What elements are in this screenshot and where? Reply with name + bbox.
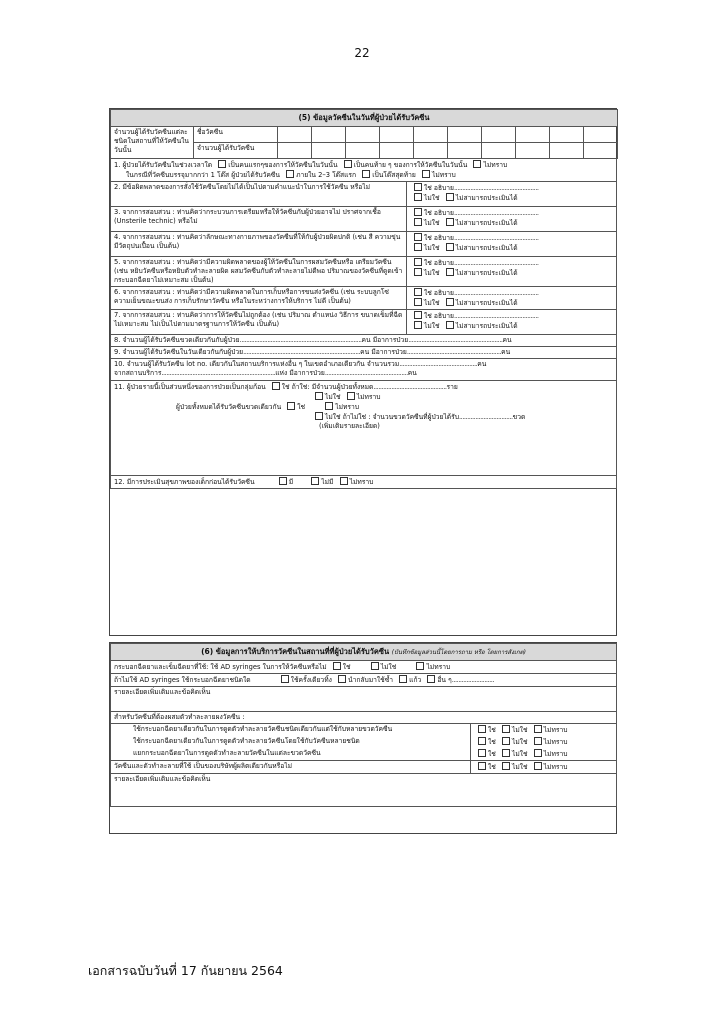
question-4: 4. จากการสอบสวน : ท่านคิดว่าลักษณะทางกายภาพของวัคซีนที่ให้กับผู้ป่วยผิดปกติ (เช่น สี ความขุ่น มีวัตถุปนเปื้อน เป็นต้น)	[111, 232, 407, 257]
recipients-cell[interactable]	[584, 143, 618, 159]
checkbox[interactable]	[287, 402, 295, 410]
vaccine-count-label: จำนวนผู้ได้รับวัคซีนแต่ละชนิดในสถานที่ให้วัคซีนในวันนั้น	[111, 127, 194, 159]
checkbox[interactable]	[534, 762, 542, 770]
answer-6: ใช่ อธิบาย.................................................... ไม่ใช่ ไม่สามารถประเมินได้	[407, 287, 617, 310]
vaccine-name-cell[interactable]	[516, 127, 550, 143]
answer-7: ใช่ อธิบาย.................................................... ไม่ใช่ ไม่สามารถประเมินได้	[407, 310, 617, 335]
recipients-cell[interactable]	[312, 143, 346, 159]
checkbox[interactable]	[325, 402, 333, 410]
checkbox[interactable]	[502, 762, 510, 770]
page-number: 22	[354, 46, 370, 60]
question-2: 2. มีข้อผิดพลาดของการสั่งใช้วัคซีนโดยไม่ได้เป็นไปตามคำแนะนำในการใช้วัคซีน หรือไม่	[111, 182, 407, 207]
recipients-cell[interactable]	[448, 143, 482, 159]
section-6-title: (6) ข้อมูลการให้บริการวัคซีนในสถานที่ที่ผู้ป่วยได้รับวัคซีน (บันทึกข้อมูลส่วนนี้โดยการถาม หรือ โดยการสังเกต)	[111, 644, 617, 661]
checkbox[interactable]	[446, 321, 454, 329]
checkbox[interactable]	[414, 258, 422, 266]
checkbox[interactable]	[446, 218, 454, 226]
vaccine-name-cell[interactable]	[380, 127, 414, 143]
checkbox[interactable]	[399, 675, 407, 683]
vaccine-name-cell[interactable]	[414, 127, 448, 143]
checkbox[interactable]	[478, 737, 486, 745]
checkbox[interactable]	[414, 268, 422, 276]
checkbox[interactable]	[414, 288, 422, 296]
recipients-cell[interactable]	[516, 143, 550, 159]
checkbox[interactable]	[446, 193, 454, 201]
vaccine-name-cell[interactable]	[312, 127, 346, 143]
vaccine-name-cell[interactable]	[448, 127, 482, 143]
checkbox[interactable]	[347, 392, 355, 400]
checkbox[interactable]	[315, 412, 323, 420]
question-3: 3. จากการสอบสวน : ท่านคิดว่ากระบวนการเตรียมหรือให้วัคซีนกับผู้ป่วยอาจไม่ ปราศจากเชื้อ (Unsterile technic) หรือไม่	[111, 207, 407, 232]
checkbox[interactable]	[478, 762, 486, 770]
checkbox[interactable]	[446, 268, 454, 276]
checkbox[interactable]	[362, 170, 370, 178]
question-7: 7. จากการสอบสวน : ท่านคิดว่าการให้วัคซีนไม่ถูกต้อง (เช่น ปริมาณ ตำแหน่ง วิธีการ ขนาดเข็มที่ฉีดไม่เหมาะสม ไม่เป็นไปตามมาตรฐานการให้วัคซีน เป็นต้น)	[111, 310, 407, 335]
recipients-cell[interactable]	[346, 143, 380, 159]
details-field-2[interactable]: รายละเอียดเพิ่มเติมและข้อคิดเห็น	[111, 774, 617, 807]
section-5-form	[109, 108, 617, 636]
checkbox[interactable]	[286, 170, 294, 178]
mix-header: สำหรับวัคซีนที่ต้องผสมตัวทำละลายผงวัคซีน :	[111, 712, 617, 724]
section-5-title: (5) ข้อมูลวัคซีนในวันที่ผู้ป่วยได้รับวัคซีน	[111, 110, 618, 127]
recipients-cell[interactable]	[482, 143, 516, 159]
vaccine-name-cell[interactable]	[278, 127, 312, 143]
checkbox[interactable]	[534, 725, 542, 733]
mix-answer-1: ใช่ ไม่ใช่ ไม่ทราบ	[471, 724, 617, 737]
mix-option-2: ใช้กระบอกฉีดยาเดียวกันในการดูดตัวทำละลายวัคซีนโดยใช้กับวัคซีนหลายชนิด	[111, 736, 471, 748]
recipients-cell[interactable]	[550, 143, 584, 159]
question-1: 1. ผู้ป่วยได้รับวัคซีนในช่วงเวลาใด เป็นคนแรกๆของการให้วัคซีนในวันนั้น เป็นคนท้าย ๆ ของการให้วัคซีนในวันนั้น ไม่ทราบ ในกรณีที่วัคซีนบรรจุมากกว่า 1 โด๊ส ผู้ป่วยได้รับวัคซีน ภายใน 2–3 โด๊สแรก เป็นโด๊สสุดท้าย ไม่ทราบ	[111, 159, 617, 182]
document-date-footer: เอกสารฉบับวันที่ 17 กันยายน 2564	[88, 963, 283, 978]
same-manufacturer-answer: ใช่ ไม่ใช่ ไม่ทราบ	[471, 761, 617, 774]
vaccine-name-label: ชื่อวัคซีน	[194, 127, 278, 143]
checkbox[interactable]	[478, 749, 486, 757]
checkbox[interactable]	[414, 208, 422, 216]
details-field[interactable]: รายละเอียดเพิ่มเติมและข้อคิดเห็น	[111, 687, 617, 712]
checkbox[interactable]	[414, 183, 422, 191]
question-9: 9. จำนวนผู้ได้รับวัคซีนในวันเดียวกันกับผู้ป่วย........................................................................คน มีอาการป่วย..........................................................คน	[111, 347, 617, 359]
checkbox[interactable]	[333, 662, 341, 670]
same-manufacturer-row: วัคซีนและตัวทำละลายที่ใช้ เป็นของบริษัทผู้ผลิตเดียวกันหรือไม่	[111, 761, 471, 774]
question-6: 6. จากการสอบสวน : ท่านคิดว่ามีความผิดพลาดในการเก็บหรือการขนส่งวัคซีน (เช่น ระบบลูกโซ่ความเย็นขณะขนส่ง การเก็บรักษาวัคซีน หรือในระหว่างการให้บริการ ไม่ดี เป็นต้น)	[111, 287, 407, 310]
syringe-type-row: ถ้าไม่ใช้ AD syringes ใช้กระบอกฉีดยาชนิดใด ใช้ครั้งเดียวทิ้ง นำกลับมาใช้ซ้ำ แก้ว อื่น ๆ..........................	[111, 674, 617, 687]
checkbox[interactable]	[414, 193, 422, 201]
checkbox[interactable]	[279, 477, 287, 485]
checkbox[interactable]	[315, 392, 323, 400]
vaccine-name-cell[interactable]	[346, 127, 380, 143]
answer-4: ใช่ อธิบาย.................................................... ไม่ใช่ ไม่สามารถประเมินได้	[407, 232, 617, 257]
checkbox[interactable]	[344, 160, 352, 168]
checkbox[interactable]	[422, 170, 430, 178]
checkbox[interactable]	[371, 662, 379, 670]
answer-5: ใช่ อธิบาย.................................................... ไม่ใช่ ไม่สามารถประเมินได้	[407, 257, 617, 287]
checkbox[interactable]	[414, 321, 422, 329]
mix-option-1: ใช้กระบอกฉีดยาเดียวกันในการดูดตัวทำละลายวัคซีนชนิดเดียวกันแต่ใช้กับหลายขวดวัคซีน	[111, 724, 471, 737]
checkbox[interactable]	[534, 737, 542, 745]
checkbox[interactable]	[427, 675, 435, 683]
checkbox[interactable]	[414, 298, 422, 306]
mix-answer-2: ใช่ ไม่ใช่ ไม่ทราบ	[471, 736, 617, 748]
recipients-label: จำนวนผู้ได้รับวัคซีน	[194, 143, 278, 159]
checkbox[interactable]	[414, 243, 422, 251]
question-12: 12. มีการประเมินสุขภาพของเด็กก่อนได้รับวัคซีน มี ไม่มี ไม่ทราบ	[111, 475, 617, 488]
section-6-form	[109, 642, 617, 834]
checkbox[interactable]	[473, 160, 481, 168]
recipients-cell[interactable]	[380, 143, 414, 159]
checkbox[interactable]	[446, 243, 454, 251]
checkbox[interactable]	[502, 749, 510, 757]
question-5: 5. จากการสอบสวน : ท่านคิดว่ามีความผิดพลาดของผู้ให้วัคซีนในการผสมวัคซีนหรือ เตรียมวัคซีน (เช่น หยิบวัคซีนหรือหยิบตัวทำละลายผิด ผสมวัคซีนกับตัวทำละลายไม่ดีพอ ปริมาณของวัคซีนที่ดูดเข้ากระบอกฉีดยาไม่เหมาะสม เป็นต้น)	[111, 257, 407, 287]
vaccine-name-cell[interactable]	[550, 127, 584, 143]
answer-2: ใช่ อธิบาย.................................................... ไม่ใช่ ไม่สามารถประเมินได้	[407, 182, 617, 207]
checkbox[interactable]	[414, 218, 422, 226]
answer-3: ใช่ อธิบาย.................................................... ไม่ใช่ ไม่สามารถประเมินได้	[407, 207, 617, 232]
mix-option-3: แยกกระบอกฉีดยาในการดูดตัวทำละลายวัคซีนในแต่ละขวดวัคซีน	[111, 748, 471, 761]
checkbox[interactable]	[478, 725, 486, 733]
checkbox[interactable]	[311, 477, 319, 485]
checkbox[interactable]	[414, 311, 422, 319]
checkbox[interactable]	[281, 675, 289, 683]
recipients-cell[interactable]	[278, 143, 312, 159]
checkbox[interactable]	[416, 662, 424, 670]
vaccine-name-cell[interactable]	[482, 127, 516, 143]
checkbox[interactable]	[338, 675, 346, 683]
question-10: 10. จำนวนผู้ได้รับวัคซีน lot no. เดียวกันในสถานบริการแห่งอื่น ๆ ในเขตอำเภอเดียวกัน จำนวนรวม................................................คน จากสถานบริการ......................................................................แห่ง มีอาการป่วย...................................................คน	[111, 359, 617, 380]
checkbox[interactable]	[446, 298, 454, 306]
checkbox[interactable]	[272, 382, 280, 390]
checkbox[interactable]	[502, 737, 510, 745]
checkbox[interactable]	[340, 477, 348, 485]
checkbox[interactable]	[218, 160, 226, 168]
checkbox[interactable]	[414, 233, 422, 241]
mix-answer-3: ใช่ ไม่ใช่ ไม่ทราบ	[471, 748, 617, 761]
vaccine-name-cell[interactable]	[584, 127, 618, 143]
question-8: 8. จำนวนผู้ได้รับวัคซีนขวดเดียวกันกับผู้ป่วย...........................................................................คน มีอาการป่วย..........................................................คน	[111, 335, 617, 347]
question-11: 11. ผู้ป่วยรายนี้เป็นส่วนหนึ่งของการป่วยเป็นกลุ่มก้อน ใช่ ถ้าใช่: มีจำนวนผู้ป่วยทั้งหมด.............................................ราย ไม่ใช่ ไม่ทราบ ผู้ป่วยทั้งหมดได้รับวัคซีนขวดเดียวกัน ใช่ ไม่ทราบ ไม่ใช่ ถ้าไม่ใช่ : จำนวนขวดวัคซีนที่ผู้ป่วยได้รับ.................................ขวด (เพิ่มเติมรายละเอียด)	[111, 380, 617, 475]
recipients-cell[interactable]	[414, 143, 448, 159]
checkbox[interactable]	[534, 749, 542, 757]
ad-syringe-row: กระบอกฉีดยาและเข็มฉีดยาที่ใช้: ใช้ AD syringes ในการให้วัคซีนหรือไม่ ใช่ ไม่ใช่ ไม่ทราบ	[111, 661, 617, 674]
checkbox[interactable]	[502, 725, 510, 733]
